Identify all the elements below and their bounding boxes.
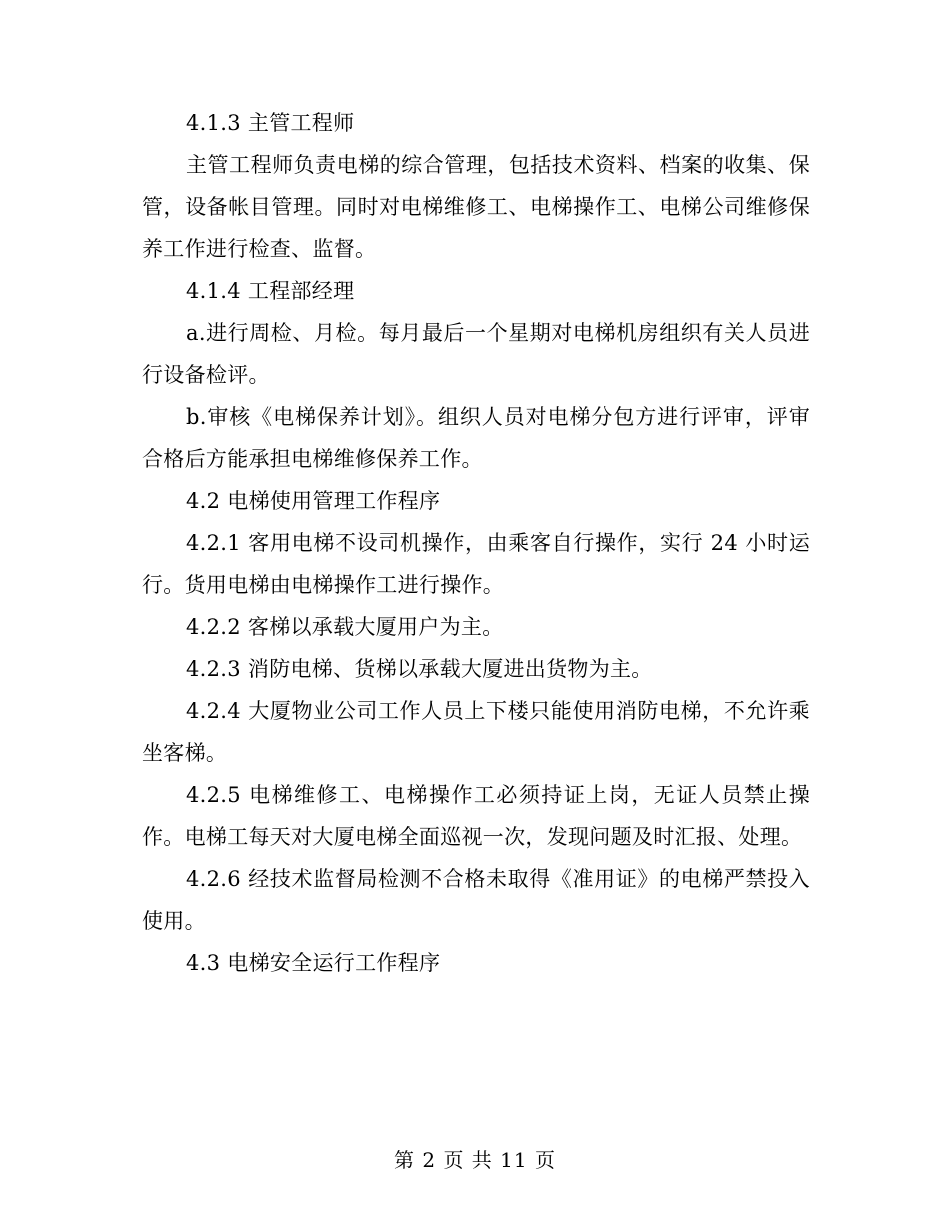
paragraph-chief-engineer: 主管工程师负责电梯的综合管理，包括技术资料、档案的收集、保管，设备帐目管理。同时对电梯维修工、电梯操作工、电梯公司维修保养工作进行检查、监督。 <box>142 153 810 261</box>
heading-4-1-3: 4.1.3 主管工程师 <box>186 111 355 135</box>
heading-4-2: 4.2 电梯使用管理工作程序 <box>186 489 441 513</box>
page-number-footer: 第 2 页 共 11 页 <box>394 1148 556 1172</box>
paragraph-4-2-2: 4.2.2 客梯以承载大厦用户为主。 <box>186 615 504 639</box>
paragraph-4-2-4: 4.2.4 大厦物业公司工作人员上下楼只能使用消防电梯，不允许乘坐客梯。 <box>142 699 810 765</box>
paragraph-4-2-6: 4.2.6 经技术监督局检测不合格未取得《准用证》的电梯严禁投入使用。 <box>142 867 810 933</box>
paragraph-item-b: b.审核《电梯保养计划》。组织人员对电梯分包方进行评审，评审合格后方能承担电梯维修保养工作。 <box>142 405 810 471</box>
paragraph-4-2-3: 4.2.3 消防电梯、货梯以承载大厦进出货物为主。 <box>186 657 653 681</box>
paragraph-4-2-1: 4.2.1 客用电梯不设司机操作，由乘客自行操作，实行 24 小时运行。货用电梯由电梯操作工进行操作。 <box>142 531 810 597</box>
heading-4-1-4: 4.1.4 工程部经理 <box>186 279 355 303</box>
paragraph-item-a: a.进行周检、月检。每月最后一个星期对电梯机房组织有关人员进行设备检评。 <box>142 321 810 387</box>
paragraph-4-2-5: 4.2.5 电梯维修工、电梯操作工必须持证上岗，无证人员禁止操作。电梯工每天对大厦电梯全面巡视一次，发现问题及时汇报、处理。 <box>142 783 810 849</box>
document-body <box>142 102 810 984</box>
heading-4-3: 4.3 电梯安全运行工作程序 <box>186 951 441 975</box>
